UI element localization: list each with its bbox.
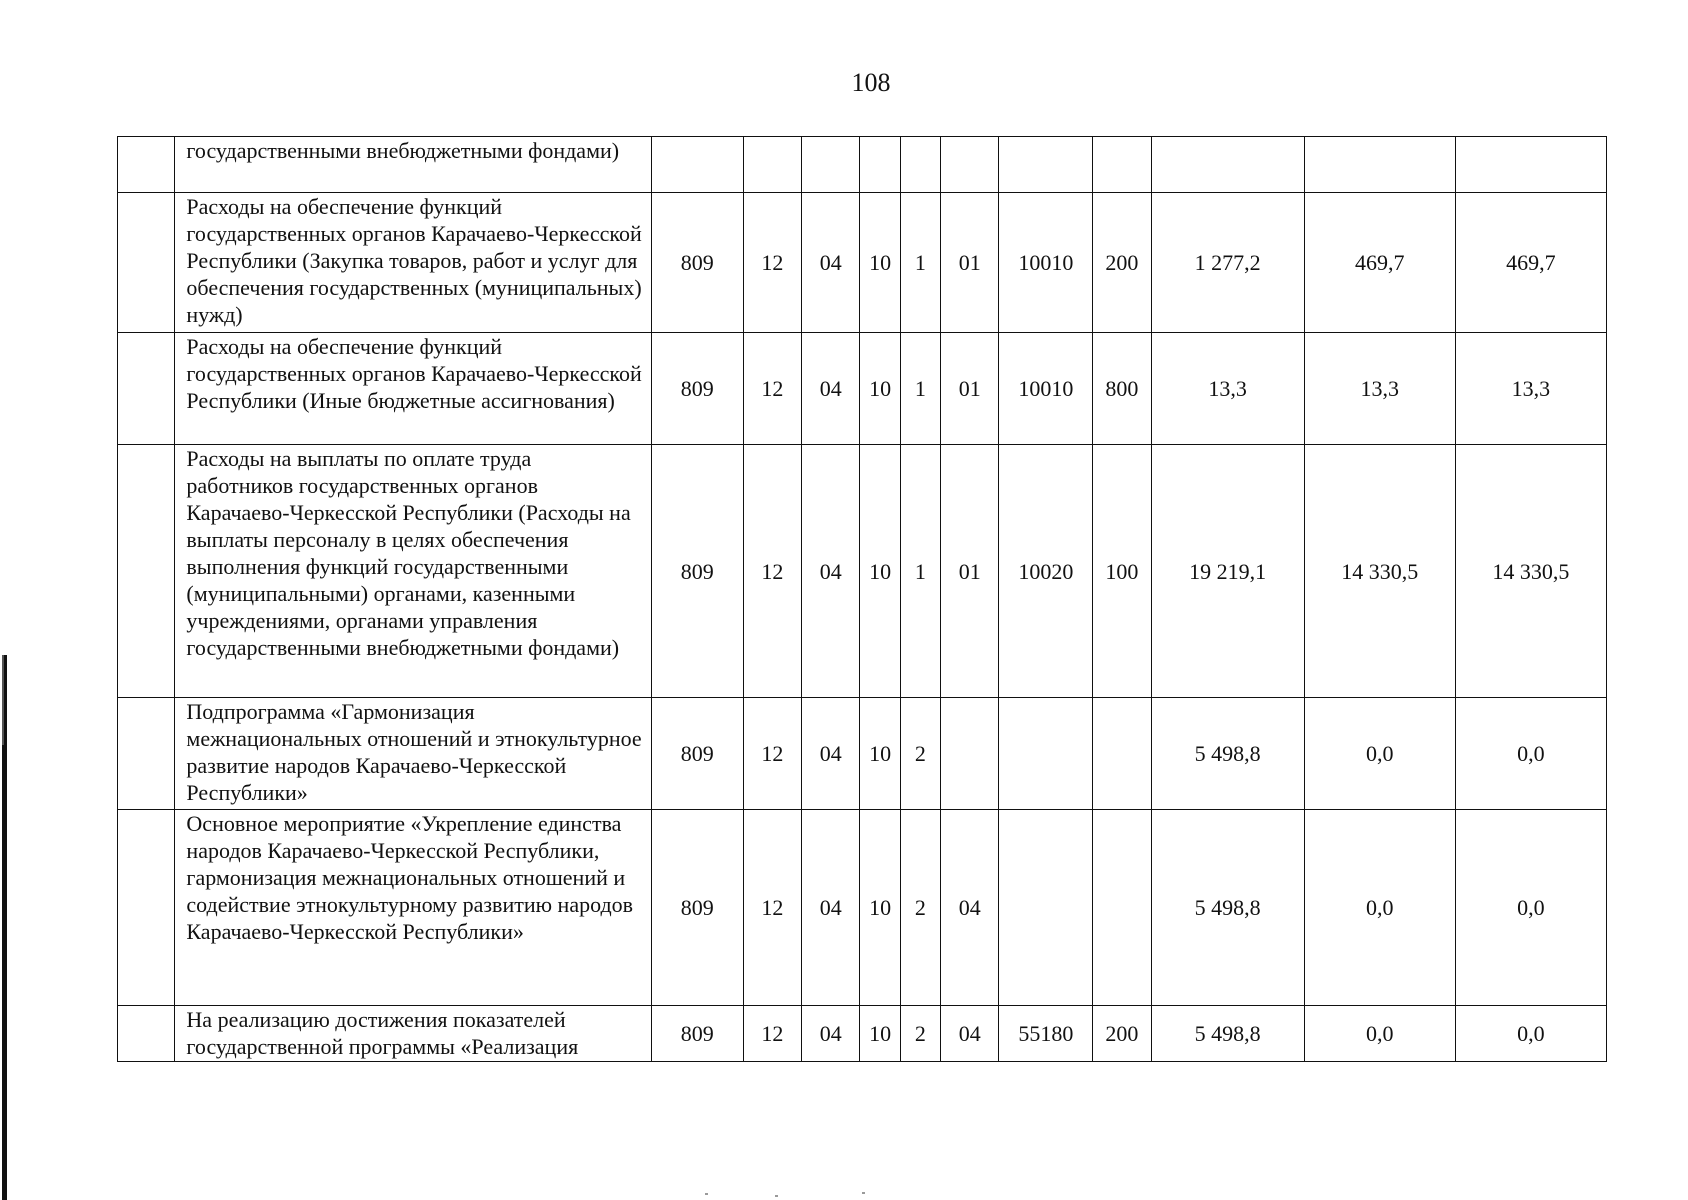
sum-year-2-cell: 13,3 (1304, 333, 1455, 445)
scan-speck (775, 1195, 778, 1197)
row-index-cell (118, 333, 175, 445)
scan-edge-line (2, 655, 4, 745)
grbs-code-cell: 809 (651, 810, 743, 1006)
section-code-cell: 12 (743, 333, 801, 445)
expense-type-code-cell (1093, 137, 1151, 193)
direction-code-cell (999, 698, 1093, 810)
subprogram-code-cell (900, 137, 940, 193)
program-code-cell: 10 (860, 445, 900, 698)
sum-year-3-cell: 0,0 (1455, 810, 1606, 1006)
sum-year-1-cell: 5 498,8 (1151, 698, 1304, 810)
event-code-cell: 04 (941, 1006, 999, 1062)
sum-year-2-cell: 14 330,5 (1304, 445, 1455, 698)
row-name-cell: Расходы на обеспечение функций государственных органов Карачаево-Черкесской Республики (Закупка товаров, работ и услуг для обеспечения государственных (муниципальных) нужд) (175, 193, 652, 333)
table-row (118, 333, 1607, 445)
row-name-cell: Основное мероприятие «Укрепление единства народов Карачаево-Черкесской Республики, гармонизация межнациональных отношений и содействие этнокультурному развитию народов Карачаево-Черкесской Республики» (175, 810, 652, 1006)
row-name-cell: государственными внебюджетными фондами) (175, 137, 652, 193)
row-index-cell (118, 810, 175, 1006)
sum-year-2-cell: 0,0 (1304, 810, 1455, 1006)
subsection-code-cell: 04 (802, 333, 860, 445)
expense-type-code-cell: 200 (1093, 193, 1151, 333)
row-index-cell (118, 137, 175, 193)
expense-type-code-cell (1093, 810, 1151, 1006)
program-code-cell: 10 (860, 810, 900, 1006)
event-code-cell: 01 (941, 445, 999, 698)
table-body (118, 137, 1607, 1062)
section-code-cell: 12 (743, 698, 801, 810)
sum-year-2-cell: 0,0 (1304, 698, 1455, 810)
sum-year-3-cell (1455, 137, 1606, 193)
table-row (118, 698, 1607, 810)
subprogram-code-cell: 1 (900, 445, 940, 698)
subsection-code-cell: 04 (802, 193, 860, 333)
scan-speck (705, 1193, 708, 1195)
subsection-code-cell: 04 (802, 698, 860, 810)
expense-type-code-cell: 800 (1093, 333, 1151, 445)
direction-code-cell (999, 137, 1093, 193)
sum-year-3-cell: 0,0 (1455, 698, 1606, 810)
program-code-cell: 10 (860, 193, 900, 333)
event-code-cell (941, 698, 999, 810)
sum-year-1-cell: 19 219,1 (1151, 445, 1304, 698)
subprogram-code-cell: 2 (900, 810, 940, 1006)
row-index-cell (118, 1006, 175, 1062)
sum-year-1-cell: 5 498,8 (1151, 1006, 1304, 1062)
table-row (118, 810, 1607, 1006)
section-code-cell: 12 (743, 445, 801, 698)
expense-type-code-cell: 200 (1093, 1006, 1151, 1062)
event-code-cell: 04 (941, 810, 999, 1006)
sum-year-3-cell: 14 330,5 (1455, 445, 1606, 698)
subsection-code-cell: 04 (802, 445, 860, 698)
sum-year-1-cell: 1 277,2 (1151, 193, 1304, 333)
sum-year-1-cell: 13,3 (1151, 333, 1304, 445)
grbs-code-cell: 809 (651, 1006, 743, 1062)
program-code-cell: 10 (860, 333, 900, 445)
grbs-code-cell (651, 137, 743, 193)
program-code-cell: 10 (860, 1006, 900, 1062)
direction-code-cell: 10010 (999, 193, 1093, 333)
section-code-cell: 12 (743, 810, 801, 1006)
row-name-cell: Расходы на выплаты по оплате труда работников государственных органов Карачаево-Черкесской Республики (Расходы на выплаты персоналу в целях обеспечения выполнения функций государственными (муниципальными) органами, казенными учреждениями, органами управления государственными внебюджетными фондами) (175, 445, 652, 698)
direction-code-cell: 10010 (999, 333, 1093, 445)
section-code-cell: 12 (743, 193, 801, 333)
expense-type-code-cell: 100 (1093, 445, 1151, 698)
program-code-cell: 10 (860, 698, 900, 810)
row-index-cell (118, 698, 175, 810)
subsection-code-cell (802, 137, 860, 193)
event-code-cell: 01 (941, 193, 999, 333)
direction-code-cell: 10020 (999, 445, 1093, 698)
budget-table (117, 136, 1607, 1062)
event-code-cell: 01 (941, 333, 999, 445)
subsection-code-cell: 04 (802, 810, 860, 1006)
section-code-cell (743, 137, 801, 193)
direction-code-cell (999, 810, 1093, 1006)
grbs-code-cell: 809 (651, 333, 743, 445)
grbs-code-cell: 809 (651, 445, 743, 698)
sum-year-3-cell: 0,0 (1455, 1006, 1606, 1062)
subprogram-code-cell: 1 (900, 333, 940, 445)
sum-year-2-cell (1304, 137, 1455, 193)
sum-year-3-cell: 13,3 (1455, 333, 1606, 445)
row-index-cell (118, 445, 175, 698)
sum-year-1-cell (1151, 137, 1304, 193)
section-code-cell: 12 (743, 1006, 801, 1062)
subprogram-code-cell: 1 (900, 193, 940, 333)
table-row (118, 193, 1607, 333)
program-code-cell (860, 137, 900, 193)
scan-speck (862, 1192, 865, 1194)
row-name-cell: Подпрограмма «Гармонизация межнациональных отношений и этнокультурное развитие народов Карачаево-Черкесской Республики» (175, 698, 652, 810)
sum-year-2-cell: 0,0 (1304, 1006, 1455, 1062)
page-number: 108 (851, 68, 891, 97)
sum-year-2-cell: 469,7 (1304, 193, 1455, 333)
direction-code-cell: 55180 (999, 1006, 1093, 1062)
sum-year-3-cell: 469,7 (1455, 193, 1606, 333)
expense-type-code-cell (1093, 698, 1151, 810)
grbs-code-cell: 809 (651, 698, 743, 810)
row-index-cell (118, 193, 175, 333)
subprogram-code-cell: 2 (900, 1006, 940, 1062)
row-name-cell: На реализацию достижения показателей государственной программы «Реализация (175, 1006, 652, 1062)
table-row (118, 1006, 1607, 1062)
row-name-cell: Расходы на обеспечение функций государственных органов Карачаево-Черкесской Республики (Иные бюджетные ассигнования) (175, 333, 652, 445)
table-row (118, 445, 1607, 698)
subsection-code-cell: 04 (802, 1006, 860, 1062)
table-row (118, 137, 1607, 193)
event-code-cell (941, 137, 999, 193)
subprogram-code-cell: 2 (900, 698, 940, 810)
grbs-code-cell: 809 (651, 193, 743, 333)
sum-year-1-cell: 5 498,8 (1151, 810, 1304, 1006)
